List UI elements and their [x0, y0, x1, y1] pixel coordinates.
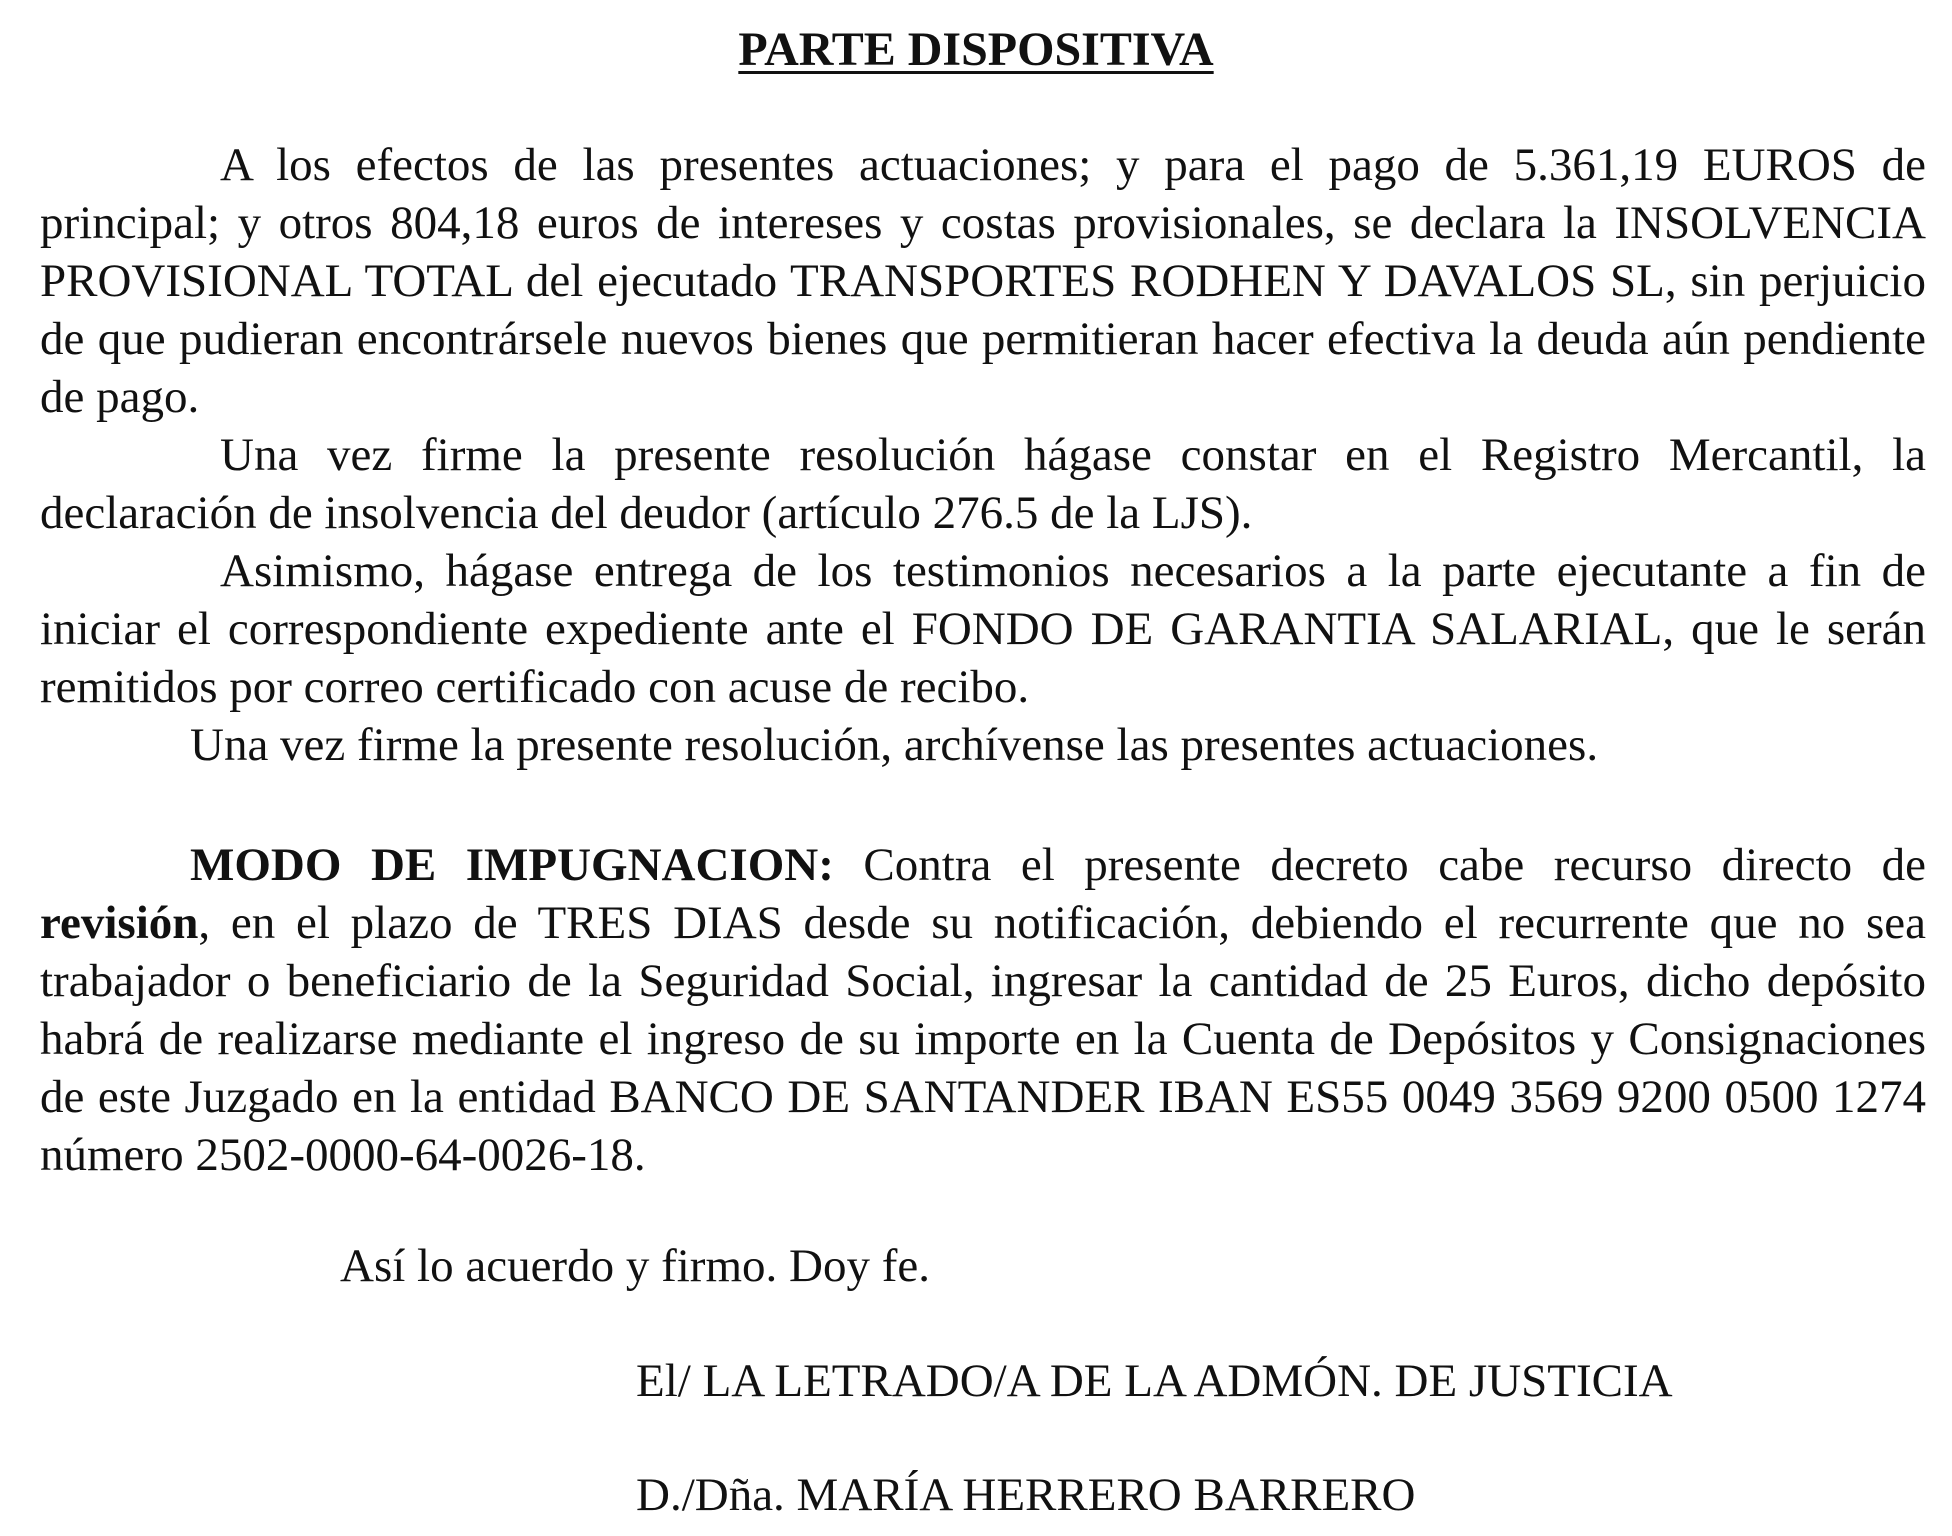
impugnation-section	[40, 836, 1926, 1184]
impugnation-label: MODO DE IMPUGNACION:	[190, 839, 834, 891]
signature-role: El/ LA LETRADO/A DE LA ADMÓN. DE JUSTICIA	[636, 1355, 1673, 1407]
impugnation-text-1: Contra el presente decreto cabe recurso directo de	[833, 839, 1927, 891]
paragraph-registry: Una vez firme la presente resolución hágase constar en el Registro Mercantil, la declaración de insolvencia del deudor (artículo 276.5 de la LJS).	[40, 429, 1926, 539]
title-text: PARTE DISPOSITIVA	[738, 23, 1214, 76]
paragraph-testimonies: Asimismo, hágase entrega de los testimonios necesarios a la parte ejecutante a fin de iniciar el correspondiente expediente ante el FONDO DE GARANTIA SALARIAL, que le serán remitidos por correo certificado con acuse de recibo.	[40, 545, 1926, 713]
signature-name: D./Dña. MARÍA HERRERO BARRERO	[636, 1469, 1416, 1521]
impugnation-bold-word: revisión	[40, 897, 199, 949]
closing-statement: Así lo acuerdo y firmo. Doy fe.	[340, 1240, 930, 1292]
document-title	[0, 14, 1952, 86]
paragraph-insolvency: A los efectos de las presentes actuaciones; y para el pago de 5.361,19 EUROS de principal; y otros 804,18 euros de intereses y costas provisionales, se declara la INSOLVENCIA PROVISIONAL TOTAL del ejecutado TRANSPORTES RODHEN Y DAVALOS SL, sin perjuicio de que pudieran encontrársele nuevos bienes que permitieran hacer efectiva la deuda aún pendiente de pago.	[40, 139, 1926, 423]
impugnation-text-2: , en el plazo de TRES DIAS desde su notificación, debiendo el recurrente que no sea trabajador o beneficiario de la Seguridad Social, ingresar la cantidad de 25 Euros, dicho depósito habrá de realizarse mediante el ingreso de su importe en la Cuenta de Depósitos y Consignaciones de este Juzgado en la entidad BANCO DE SANTANDER IBAN ES55 0049 3569 9200 0500 1274 número 2502-0000-64-0026-18.	[40, 897, 1926, 1181]
dispositive-section	[40, 136, 1926, 774]
paragraph-archive: Una vez firme la presente resolución, archívense las presentes actuaciones.	[190, 719, 1599, 771]
paragraph-impugnation	[40, 836, 1926, 1184]
